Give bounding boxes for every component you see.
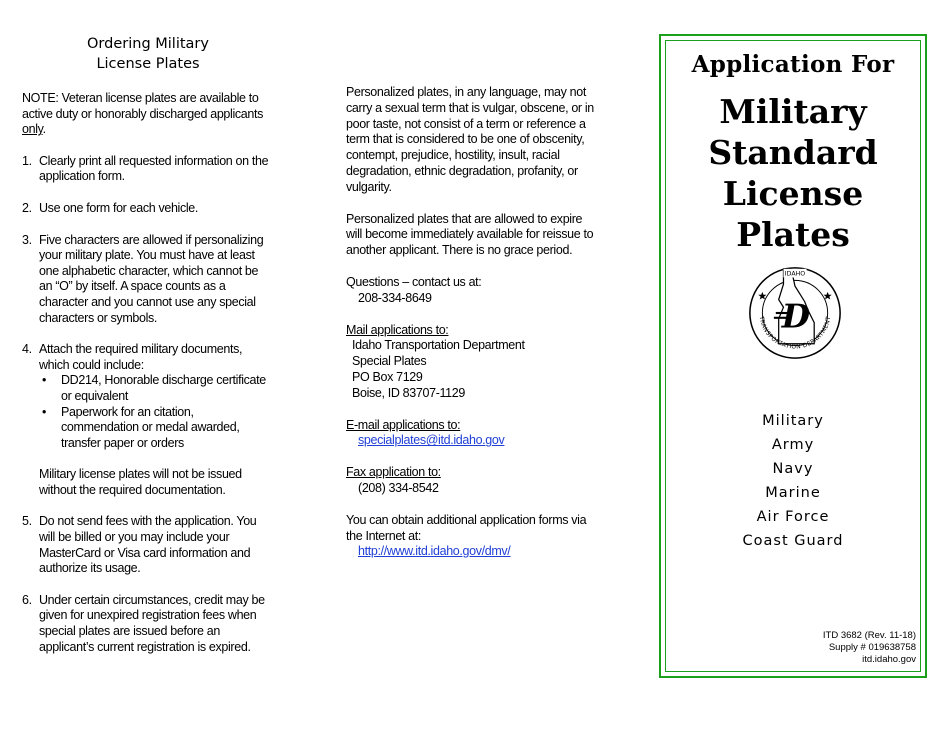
- required-documents-list: [39, 373, 274, 451]
- form-number: ITD 3682 (Rev. 11-18): [822, 630, 916, 641]
- step-5: 5. Do not send fees with the application. You will be billed or you may include your MasterCard or Visa card information and authorize its usage.: [22, 514, 257, 576]
- svg-text:TRANSPORTATION DEPARTMENT: TRANSPORTATION DEPARTMENT: [757, 315, 833, 351]
- itd-logo-icon: [747, 265, 843, 361]
- step-2: 2. Use one form for each vehicle.: [22, 200, 199, 215]
- cover-title: Military Standard License Plates: [708, 92, 878, 254]
- internet-forms: You can obtain additional application forms via the Internet at: http://www.itd.idaho.gov/dmv/: [346, 512, 587, 559]
- step-4: 4. Attach the required military documents, which could include: • DD214, Honorable discharge certificate or equivalent • Paperwork for an citation, commendation or medal awarded, transfer paper or orders Military license plates will not be issued without the required documentation.: [22, 342, 274, 498]
- dmv-website-link[interactable]: http://www.itd.idaho.gov/dmv/: [358, 544, 511, 559]
- branch-item: Air Force: [756, 509, 830, 525]
- personalized-content-rules: Personalized plates, in any language, may not carry a sexual term that is vulgar, obscene, or in poor taste, not consist of a term or reference a term that is considered to be one of obscenity, contempt, prejudice, hostility, insult, racial degradation, ethnic degradation, profanity, or vulgarity.: [346, 85, 594, 194]
- application-for-heading: Application For: [691, 51, 895, 78]
- email-contact: E-mail applications to: specialplates@itd.idaho.gov: [346, 417, 505, 448]
- fax-contact: Fax application to: (208) 334-8542: [346, 465, 441, 495]
- policy-contact-column: [346, 85, 601, 576]
- step-1: 1. Clearly print all requested information on the application form.: [22, 153, 269, 184]
- questions-contact: Questions – contact us at: 208-334-8649: [346, 274, 482, 305]
- svg-text:IDAHO: IDAHO: [784, 270, 806, 278]
- personalized-expiry-rules: Personalized plates that are allowed to expire will become immediately available for reissue to another applicant. There is no grace period.: [346, 211, 594, 258]
- branch-item: Military: [762, 413, 824, 429]
- branch-item: Marine: [765, 485, 821, 501]
- questions-phone: 208-334-8649: [358, 290, 432, 305]
- documentation-note: Military license plates will not be issued without the required documentation.: [39, 467, 242, 497]
- step-6: 6. Under certain circumstances, credit may be given for unexpired registration fees when special plates are issued before an applicant’s current registration is expired.: [22, 592, 265, 654]
- website-text: itd.idaho.gov: [862, 654, 916, 665]
- mail-contact: Mail applications to: Idaho Transportation Department Special Plates PO Box 7129 Boise, ID 83707-1129: [346, 322, 525, 400]
- instruction-steps: [22, 154, 274, 655]
- document-item: • DD214, Honorable discharge certificate or equivalent: [39, 373, 274, 404]
- branch-item: Navy: [772, 461, 814, 477]
- veteran-note: NOTE: Veteran license plates are available to active duty or honorably discharged applicants only.: [22, 91, 263, 137]
- email-link[interactable]: specialplates@itd.idaho.gov: [358, 433, 505, 448]
- section-title: Ordering Military License Plates: [87, 36, 209, 72]
- cover-inner-border: [665, 40, 921, 672]
- supply-number: Supply # 019638758: [828, 642, 916, 653]
- branch-item: Army: [771, 437, 815, 453]
- svg-text:D: D: [781, 296, 811, 336]
- ordering-instructions-column: [22, 34, 274, 671]
- fax-number: (208) 334-8542: [358, 480, 439, 495]
- branch-item: Coast Guard: [742, 533, 844, 549]
- document-item: • Paperwork for an citation, commendation or medal awarded, transfer paper or orders: [39, 405, 274, 452]
- step-3: 3. Five characters are allowed if personalizing your military plate. You must have at least one alphabetic character, which cannot be an “O” by itself. A space counts as a character and you cannot use any special characters or symbols.: [22, 232, 264, 325]
- military-branches-list: [666, 409, 920, 553]
- form-footer: [823, 630, 916, 666]
- cover-panel: [659, 34, 927, 678]
